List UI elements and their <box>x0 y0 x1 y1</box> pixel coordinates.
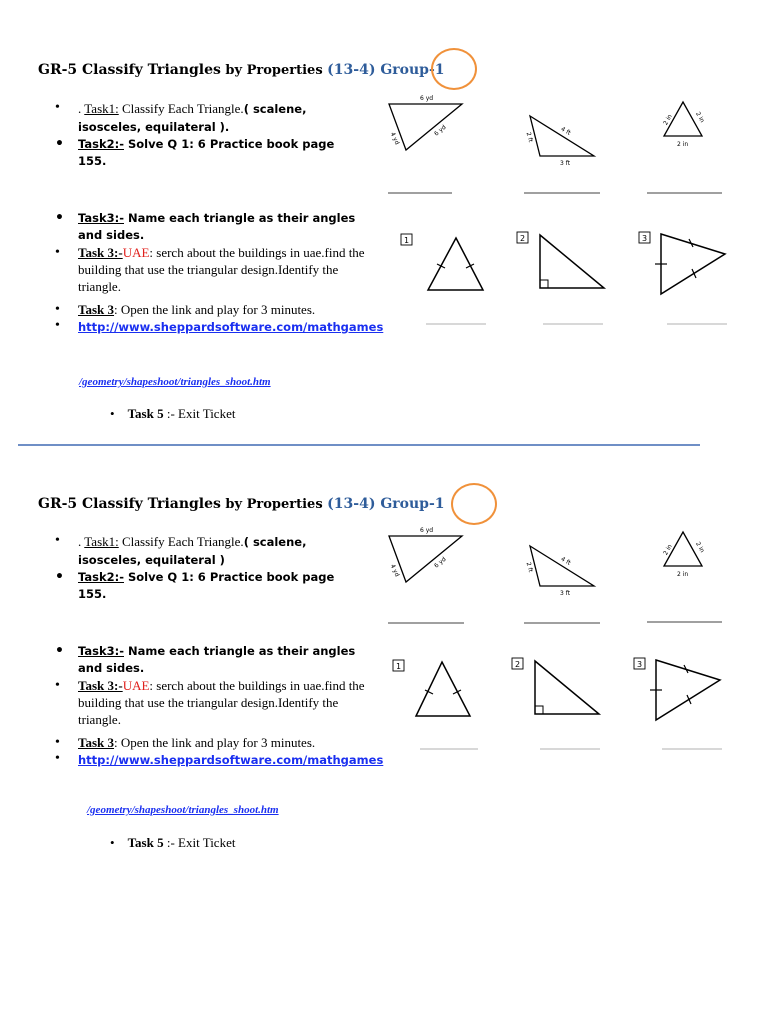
label-bottom: 2 in <box>677 141 689 148</box>
game-link[interactable]: http://www.sheppardsoftware.com/mathgames <box>78 320 384 334</box>
task3-text: Name each triangle as their angles and sides. <box>78 211 356 242</box>
label-right: 2 in <box>694 110 706 124</box>
page-title <box>38 496 445 512</box>
task2-label: Task2:- <box>78 137 124 151</box>
figure-number: 3 <box>642 234 648 243</box>
label-top: 6 yd <box>420 95 434 102</box>
title-prefix: GR-5 Classify Triangles <box>38 62 221 78</box>
task3c-label: Task 3 <box>78 735 115 750</box>
list-item-task3-uae <box>55 244 365 295</box>
label-hyp: 4 ft <box>559 125 572 137</box>
list-item-task3-uae <box>55 677 365 728</box>
game-link-path[interactable]: /geometry/shapeshoot/triangles_shoot.htm <box>87 804 279 816</box>
game-link[interactable]: http://www.sheppardsoftware.com/mathgames <box>78 753 384 767</box>
orange-circle-annotation <box>431 48 477 90</box>
triangle-right-2 <box>510 656 610 754</box>
task3b-text: : serch about the buildings in uae.find the building that use the triangular design.Identify the triangle. <box>78 245 365 294</box>
list-item-task3 <box>55 643 365 677</box>
bullet-icon: • <box>55 569 64 585</box>
bullet-icon: • <box>55 318 60 333</box>
bullet-icon: • <box>55 210 64 226</box>
triangle-equilateral-3 <box>637 230 733 328</box>
title-middle: by Properties <box>220 497 328 512</box>
task3c-text: : Open the link and play for 3 minutes. <box>114 302 316 317</box>
triangle-right-ft <box>520 540 602 630</box>
task1-text: Classify Each Triangle. <box>118 534 244 549</box>
bullet-icon: • <box>55 100 60 115</box>
label-left: 2 in <box>662 113 674 127</box>
task5-item: • Task 5 :- Exit Ticket <box>110 406 236 421</box>
task3c-text: : Open the link and play for 3 minutes. <box>114 735 316 750</box>
task5-item: • Task 5 :- Exit Ticket <box>110 835 236 850</box>
task3-label: Task3:- <box>78 644 124 658</box>
triangle-scalene-yd <box>386 522 468 632</box>
task2-label: Task2:- <box>78 570 124 584</box>
label-left: 4 yd <box>388 563 401 578</box>
task2-text: Solve Q 1: 6 Practice book page 155. <box>78 570 335 601</box>
list-item-task3-link <box>55 734 365 751</box>
label-left: 2 ft <box>524 131 534 143</box>
list-item-task2 <box>55 569 365 603</box>
list-item-link <box>55 318 384 336</box>
bullet-icon: • <box>55 533 60 548</box>
uae-text: UAE <box>122 245 150 260</box>
list-item-task1: • . Task1: Classify Each Triangle.( scalene, isosceles, equilateral ) <box>55 533 307 567</box>
list-item-task2 <box>55 136 365 170</box>
bullet-icon: • <box>55 136 64 152</box>
label-bottom: 3 ft <box>560 160 571 167</box>
label-top: 6 yd <box>420 527 434 534</box>
list-item-task3 <box>55 210 365 244</box>
label-right: 2 in <box>694 540 706 554</box>
triangle-isosceles-1 <box>390 656 482 754</box>
list-item-link <box>55 751 384 769</box>
task3-label: Task3:- <box>78 211 124 225</box>
task3b-text: : serch about the buildings in uae.find the building that use the triangular design.Identify the triangle. <box>78 678 365 727</box>
title-middle: by Properties <box>220 63 328 78</box>
game-link-path[interactable]: /geometry/shapeshoot/triangles_shoot.htm <box>79 376 271 388</box>
figure-number: 3 <box>637 660 643 669</box>
task1-label: Task1: <box>84 534 119 549</box>
orange-circle-annotation <box>451 483 497 525</box>
task5-text: :- Exit Ticket <box>163 406 236 421</box>
task3-text: Name each triangle as their angles and sides. <box>78 644 356 675</box>
figure-number: 1 <box>404 236 410 245</box>
triangle-equilateral-in <box>645 96 725 196</box>
list-item-task1: • . Task1: Classify Each Triangle.( scalene, isosceles, equilateral ). <box>55 100 307 134</box>
task5-text: :- Exit Ticket <box>163 835 236 850</box>
worksheet-section-2 <box>0 430 768 850</box>
task1-choices: ( scalene, isosceles, equilateral ) <box>78 535 307 567</box>
label-right: 6 yd <box>433 555 448 570</box>
page-title <box>38 62 445 78</box>
label-bottom: 3 ft <box>560 590 571 597</box>
bullet-icon: • <box>55 643 64 659</box>
task-list <box>55 100 384 336</box>
triangle-isosceles-1 <box>398 230 490 328</box>
label-hyp: 4 ft <box>559 555 572 567</box>
bullet-icon: • <box>55 245 60 260</box>
figure-number: 2 <box>520 234 526 243</box>
label-left: 2 ft <box>524 561 534 573</box>
task-list <box>55 533 384 769</box>
uae-text: UAE <box>122 678 150 693</box>
title-code: (13-4) Group-1 <box>327 496 445 512</box>
bullet-icon: • <box>55 302 60 317</box>
triangle-right-2 <box>515 230 615 328</box>
bullet-icon: • <box>55 678 60 693</box>
worksheet-section-1 <box>0 0 768 420</box>
label-bottom: 2 in <box>677 571 689 578</box>
title-code: (13-4) Group-1 <box>327 62 445 78</box>
label-left: 4 yd <box>388 131 401 146</box>
task3b-label: Task 3:- <box>78 678 123 693</box>
task5-label: Task 5 <box>127 835 164 850</box>
task1-choices: ( scalene, isosceles, equilateral ). <box>78 102 307 134</box>
triangle-equilateral-in <box>645 526 725 626</box>
title-prefix: GR-5 Classify Triangles <box>38 496 221 512</box>
figure-number: 1 <box>396 662 402 671</box>
task5-label: Task 5 <box>127 406 164 421</box>
figure-number: 2 <box>515 660 521 669</box>
triangle-right-ft <box>520 110 602 200</box>
label-right: 6 yd <box>433 123 448 138</box>
task1-label: Task1: <box>84 101 119 116</box>
list-item-task3-link <box>55 301 365 318</box>
label-left: 2 in <box>662 543 674 557</box>
task3b-label: Task 3:- <box>78 245 123 260</box>
task2-text: Solve Q 1: 6 Practice book page 155. <box>78 137 335 168</box>
task3c-label: Task 3 <box>78 302 115 317</box>
triangle-scalene-yd <box>386 90 468 200</box>
bullet-icon: • <box>55 735 60 750</box>
task1-text: Classify Each Triangle. <box>118 101 244 116</box>
triangle-equilateral-3 <box>632 656 728 754</box>
bullet-icon: • <box>55 751 60 766</box>
